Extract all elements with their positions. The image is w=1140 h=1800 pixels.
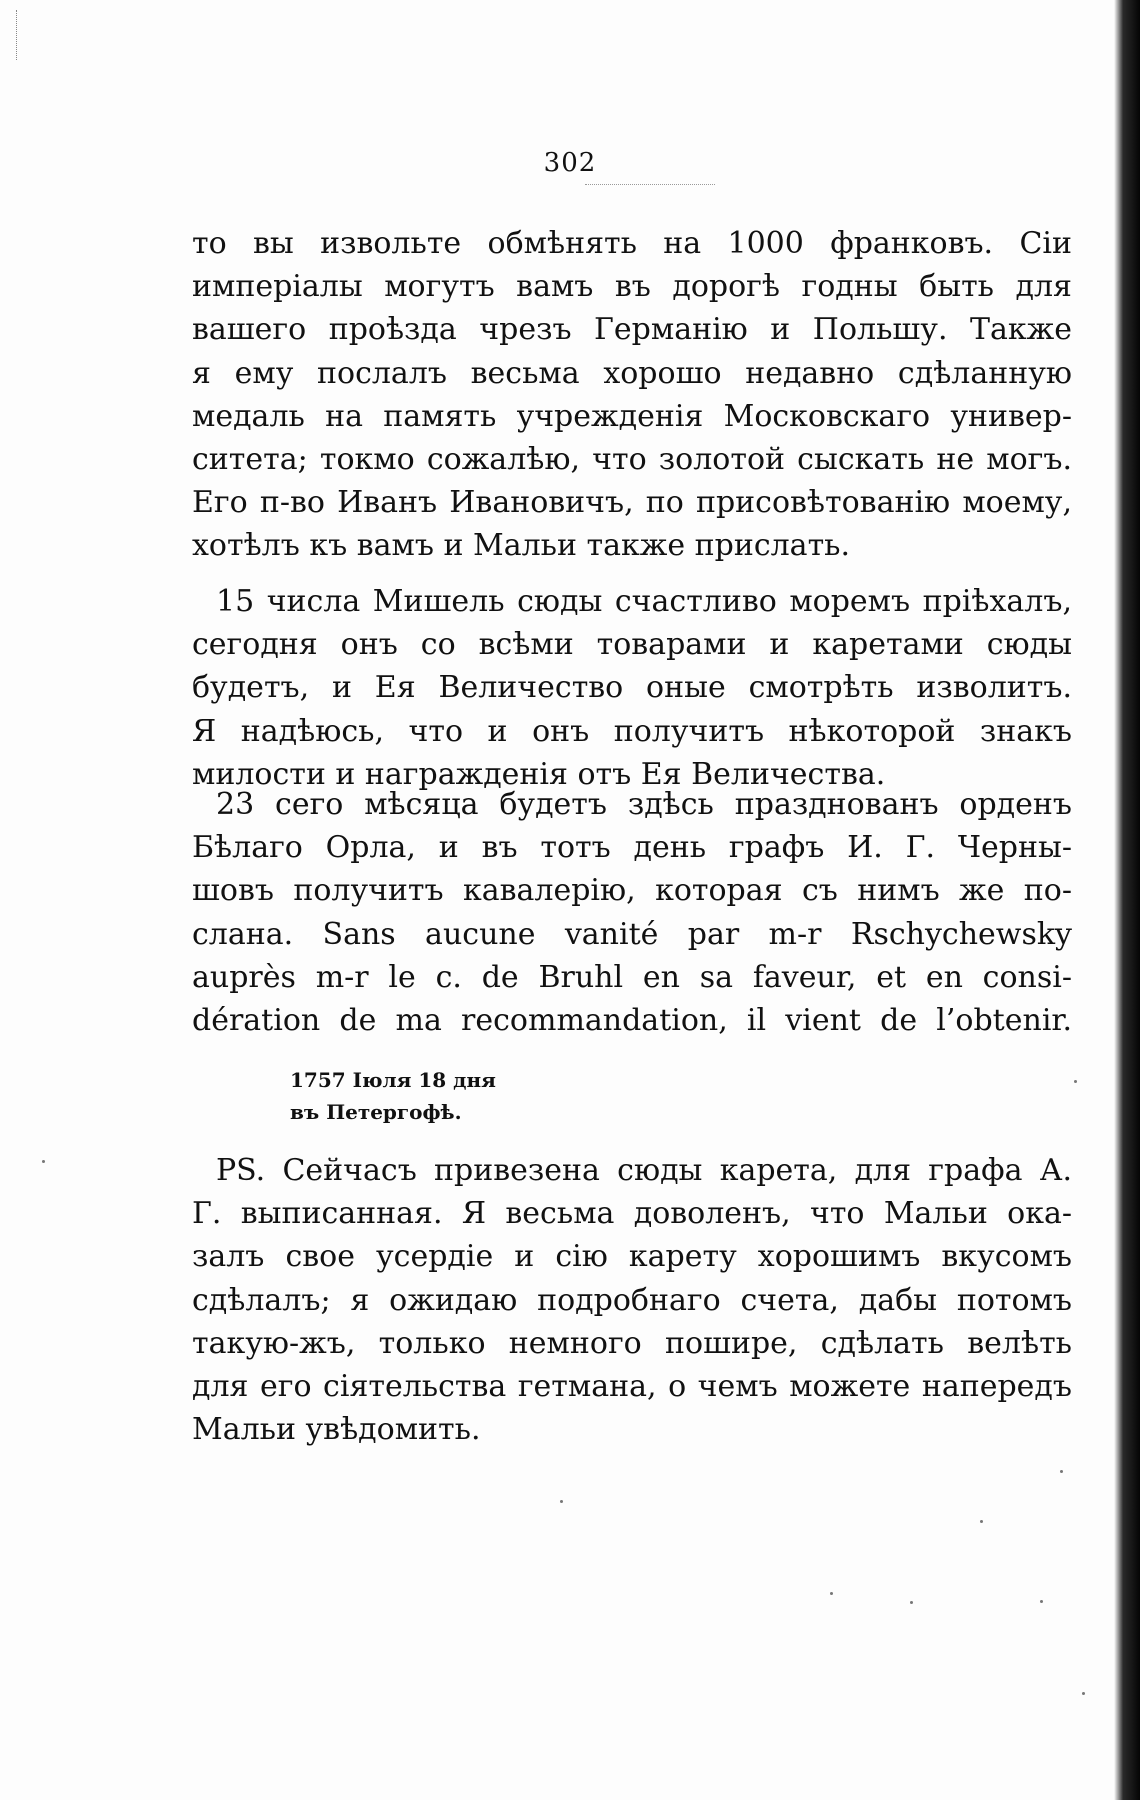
- text-line: милости и награжденія отъ Ея Величества.: [192, 756, 886, 792]
- text-line: залъ свое усердіе и сію карету хорошимъ вкусомъ: [192, 1239, 1072, 1275]
- postscript: [192, 1149, 1072, 1451]
- text-line: Я надѣюсь, что и онъ получитъ нѣкоторой знакъ: [192, 713, 1072, 749]
- page-number: 302: [543, 148, 597, 178]
- text-line: PS. Сейчасъ привезена сюды карета, для графа А.: [216, 1153, 1072, 1188]
- text-line: медаль на память учрежденія Московскаго универ-: [192, 398, 1072, 434]
- text-line: auprès m-r le c. de Bruhl en sa faveur, et en consi-: [192, 959, 1072, 995]
- text-line: я ему послалъ весьма хорошо недавно сдѣланную: [192, 355, 1072, 391]
- scan-speck: [1074, 1080, 1077, 1083]
- text-line: такую-жъ, только немного пошире, сдѣлать велѣть: [192, 1325, 1072, 1361]
- date-signature: [290, 1064, 496, 1128]
- paragraph-2: [192, 580, 1072, 796]
- scan-right-edge: [1114, 0, 1140, 1800]
- text-line: сдѣлалъ; я ожидаю подробнаго счета, дабы потомъ: [192, 1282, 1072, 1318]
- scan-speck: [830, 1592, 833, 1595]
- text-line: Бѣлаго Орла, и въ тотъ день графъ И. Г. Черны-: [192, 830, 1072, 866]
- scan-speck: [910, 1601, 913, 1604]
- scan-speck: [560, 1500, 563, 1503]
- text-line: 23 сего мѣсяца будетъ здѣсь празднованъ орденъ: [216, 787, 1072, 822]
- text-line: имперіалы могутъ вамъ въ дорогѣ годны быть для: [192, 269, 1072, 305]
- text-line: шовъ получитъ кавалерію, которая съ нимъ же по-: [192, 873, 1072, 909]
- signature-place: въ Петергофѣ.: [290, 1100, 462, 1124]
- text-line: ситета; токмо сожалѣю, что золотой сыскать не могъ.: [192, 441, 1072, 477]
- text-line: Г. выписанная. Я весьма доволенъ, что Мальи ока-: [192, 1196, 1072, 1232]
- scan-speck: [1082, 1692, 1085, 1695]
- scan-speck: [42, 1160, 45, 1163]
- text-line: то вы извольте обмѣнять на 1000 франковъ. Сіи: [192, 226, 1072, 261]
- text-line: слана. Sans aucune vanité par m-r Rschychewsky: [192, 916, 1072, 952]
- paragraph-1: [192, 222, 1072, 568]
- text-line: для его сіятельства гетмана, о чемъ можете напередъ: [192, 1368, 1072, 1404]
- text-line: Его п-во Иванъ Ивановичъ, по присовѣтованію моему,: [192, 485, 1072, 521]
- scan-speck: [980, 1520, 983, 1523]
- text-line: 15 числа Мишель сюды счастливо моремъ пріѣхалъ,: [216, 584, 1072, 619]
- signature-date: 1757 Іюля 18 дня: [290, 1068, 496, 1092]
- scan-speck: [1060, 1470, 1063, 1473]
- text-line: Мальи увѣдомить.: [192, 1412, 481, 1448]
- page-number-ornament: [585, 184, 715, 185]
- scan-margin-specks: [16, 10, 23, 60]
- text-line: вашего проѣзда чрезъ Германію и Польшу. Также: [192, 312, 1072, 348]
- scan-speck: [1040, 1600, 1043, 1603]
- text-line: хотѣлъ къ вамъ и Мальи также прислать.: [192, 528, 851, 564]
- text-line: сегодня онъ со всѣми товарами и каретами сюды: [192, 627, 1072, 663]
- text-line: будетъ, и Ея Величество оные смотрѣть изволитъ.: [192, 670, 1072, 706]
- paragraph-3: [192, 783, 1072, 1042]
- text-line: dération de ma recommandation, il vient de l’obtenir.: [192, 1002, 1072, 1038]
